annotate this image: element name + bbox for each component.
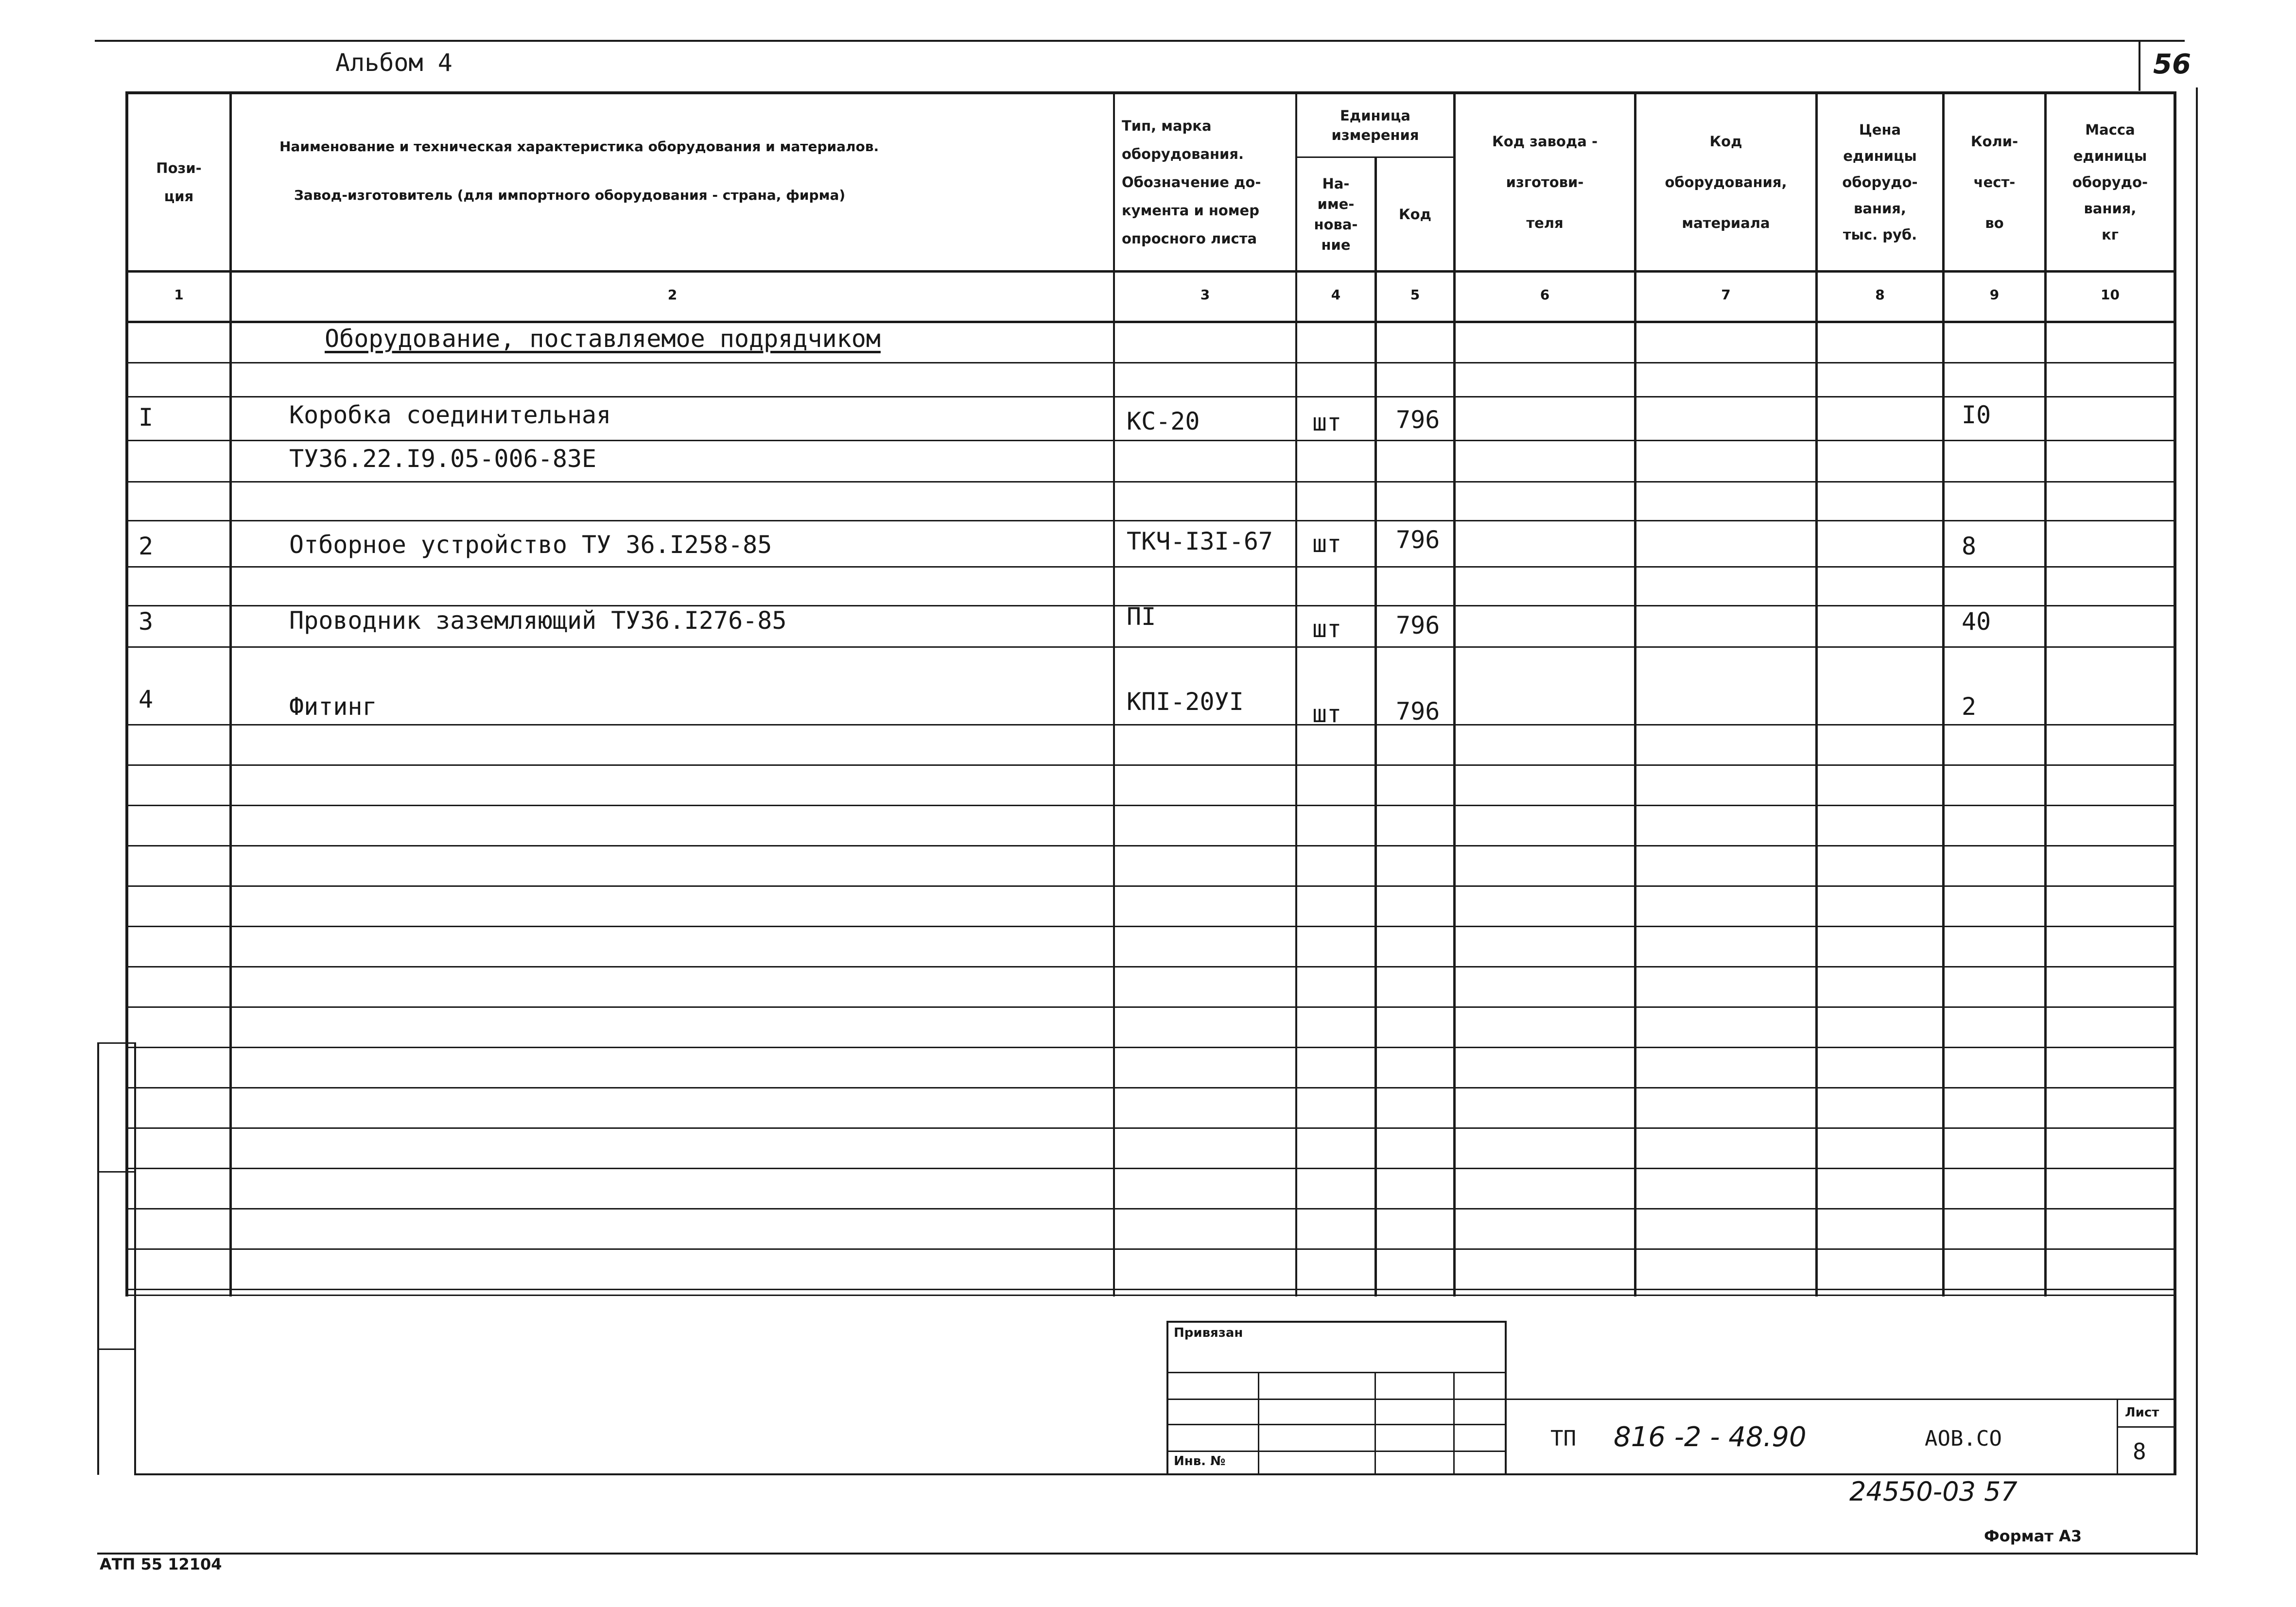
colnum-8: 8 bbox=[1875, 287, 1885, 303]
row-name-spec: ТУ36.22.I9.05-006-83Е bbox=[289, 445, 597, 473]
header-type: Тип, марка оборудования. Обозначение до- кумента и номер опросного листа bbox=[1122, 118, 1261, 247]
row-rule bbox=[128, 481, 2174, 483]
row-unit-code: 796 bbox=[1396, 611, 1440, 639]
stamp-line bbox=[1374, 1372, 1376, 1475]
colnum-4: 4 bbox=[1331, 287, 1341, 303]
section-title: Оборудование, поставляемое подрядчиком bbox=[325, 325, 881, 353]
doc-code: АОВ.СО bbox=[1925, 1426, 2002, 1451]
stamp-line bbox=[1166, 1372, 1507, 1373]
stamp-line bbox=[1166, 1451, 1507, 1452]
row-type: КПI-20УI bbox=[1127, 688, 1244, 716]
row-quantity: 2 bbox=[1962, 692, 1977, 721]
margin-strip-line bbox=[97, 1348, 134, 1350]
margin-strip-line bbox=[134, 1042, 136, 1475]
top-rule bbox=[95, 40, 2185, 42]
header-position: Пози- ция bbox=[156, 160, 202, 205]
row-rule bbox=[128, 520, 2174, 521]
colnum-7: 7 bbox=[1721, 287, 1731, 303]
row-rule bbox=[128, 1248, 2174, 1250]
row-rule bbox=[128, 1168, 2174, 1169]
stamp-line bbox=[1166, 1399, 1507, 1400]
row-type: ТКЧ-I3I-67 bbox=[1127, 527, 1273, 555]
header-factory-code: Код завода - изготови- теля bbox=[1492, 133, 1598, 231]
row-quantity: 8 bbox=[1962, 532, 1977, 560]
colnum-2: 2 bbox=[667, 287, 678, 303]
row-rule bbox=[128, 362, 2174, 363]
row-rule bbox=[128, 885, 2174, 887]
row-rule bbox=[128, 1087, 2174, 1089]
row-rule bbox=[128, 966, 2174, 968]
stamp-line bbox=[2117, 1426, 2175, 1428]
header-unit-name: На- име- нова- ние bbox=[1314, 175, 1358, 253]
row-quantity: I0 bbox=[1962, 401, 1991, 429]
sheet-label: Лист bbox=[2125, 1405, 2159, 1420]
colnum-5: 5 bbox=[1410, 287, 1420, 303]
row-position: 2 bbox=[139, 532, 154, 560]
stamp-line bbox=[2117, 1399, 2118, 1475]
row-position: I bbox=[139, 403, 154, 432]
stamp-line bbox=[1453, 1372, 1455, 1475]
row-name: Коробка соединительная bbox=[289, 401, 611, 429]
margin-strip-line bbox=[97, 1042, 134, 1044]
header-name-line1: Наименование и техническая характеристика оборудования и материалов. bbox=[279, 138, 879, 155]
row-rule bbox=[128, 646, 2174, 648]
row-unit-code: 796 bbox=[1396, 697, 1440, 726]
lower-frame-bottom bbox=[134, 1473, 2175, 1475]
stamp-line bbox=[1505, 1321, 1507, 1475]
corner-box-left bbox=[2139, 40, 2140, 91]
row-quantity: 40 bbox=[1962, 607, 1991, 636]
row-unit: шт bbox=[1312, 615, 1342, 643]
header-mass: Масса единицы оборудо- вания, кг bbox=[2072, 121, 2148, 243]
row-rule bbox=[128, 566, 2174, 568]
row-name: Отборное устройство ТУ 36.I258-85 bbox=[289, 531, 772, 559]
row-rule bbox=[128, 724, 2174, 726]
stamp-inventory: Инв. № bbox=[1174, 1454, 1226, 1469]
stamp-line bbox=[1166, 1321, 1507, 1323]
atp-code: АТП 55 12104 bbox=[100, 1555, 222, 1573]
row-rule bbox=[128, 396, 2174, 397]
row-rule bbox=[128, 440, 2174, 441]
row-name: Проводник заземляющий ТУ36.I276-85 bbox=[289, 606, 787, 635]
row-unit: шт bbox=[1312, 530, 1342, 558]
row-unit: шт bbox=[1312, 700, 1342, 728]
row-rule bbox=[128, 1289, 2174, 1290]
doc-number: 816 -2 - 48.90 bbox=[1614, 1421, 1807, 1453]
handwritten-number: 24550-03 57 bbox=[1849, 1476, 2018, 1507]
doc-prefix: ТП bbox=[1550, 1426, 1576, 1451]
header-unit-group: Единица измерения bbox=[1331, 107, 1419, 143]
row-rule bbox=[128, 1208, 2174, 1210]
sheet-number: 8 bbox=[2133, 1438, 2146, 1465]
row-unit-code: 796 bbox=[1396, 526, 1440, 554]
stamp-line bbox=[1507, 1399, 2175, 1400]
row-rule bbox=[128, 1006, 2174, 1008]
album-label: Альбом 4 bbox=[335, 49, 452, 77]
row-rule bbox=[128, 1127, 2174, 1129]
outer-frame-bottom bbox=[97, 1553, 2198, 1555]
stamp-line bbox=[1166, 1321, 1168, 1475]
margin-strip-line bbox=[97, 1171, 134, 1173]
row-unit-code: 796 bbox=[1396, 406, 1440, 434]
col-divider bbox=[1374, 156, 1377, 1296]
outer-frame-right bbox=[2196, 87, 2198, 1555]
row-position: 3 bbox=[139, 607, 154, 636]
stamp-line bbox=[1166, 1424, 1507, 1425]
colnum-6: 6 bbox=[1540, 287, 1550, 303]
stamp-line bbox=[1258, 1372, 1259, 1475]
stamp-privyazan: Привязан bbox=[1174, 1326, 1243, 1340]
colnum-10: 10 bbox=[2101, 287, 2120, 303]
row-rule bbox=[128, 1047, 2174, 1048]
header-name-line2: Завод-изготовитель (для импортного оборудования - страна, фирма) bbox=[294, 187, 846, 203]
row-rule bbox=[128, 845, 2174, 847]
row-type: КС-20 bbox=[1127, 407, 1200, 435]
colnum-9: 9 bbox=[1989, 287, 2000, 303]
row-position: 4 bbox=[139, 685, 154, 713]
row-rule bbox=[128, 805, 2174, 806]
row-name: Фитинг bbox=[289, 692, 377, 721]
row-unit: шт bbox=[1312, 408, 1342, 436]
row-rule bbox=[128, 926, 2174, 927]
sheet-corner-number: 56 bbox=[2153, 49, 2191, 80]
margin-strip-line bbox=[97, 1042, 99, 1475]
format-label: Формат А3 bbox=[1984, 1527, 2082, 1545]
header-bottom bbox=[125, 270, 2176, 273]
header-unit-code: Код bbox=[1398, 206, 1432, 223]
header-price: Цена единицы оборудо- вания, тыс. руб. bbox=[1842, 121, 1918, 243]
header-quantity: Коли- чест- во bbox=[1970, 133, 2018, 231]
row-rule bbox=[128, 764, 2174, 766]
lower-frame-right bbox=[2174, 1296, 2176, 1475]
colnum-bottom bbox=[125, 321, 2176, 323]
row-rule bbox=[128, 1295, 2174, 1296]
colnum-1: 1 bbox=[174, 287, 184, 303]
header-equipment-code: Код оборудования, материала bbox=[1665, 133, 1787, 231]
row-type: ПI bbox=[1127, 603, 1156, 631]
colnum-3: 3 bbox=[1200, 287, 1210, 303]
